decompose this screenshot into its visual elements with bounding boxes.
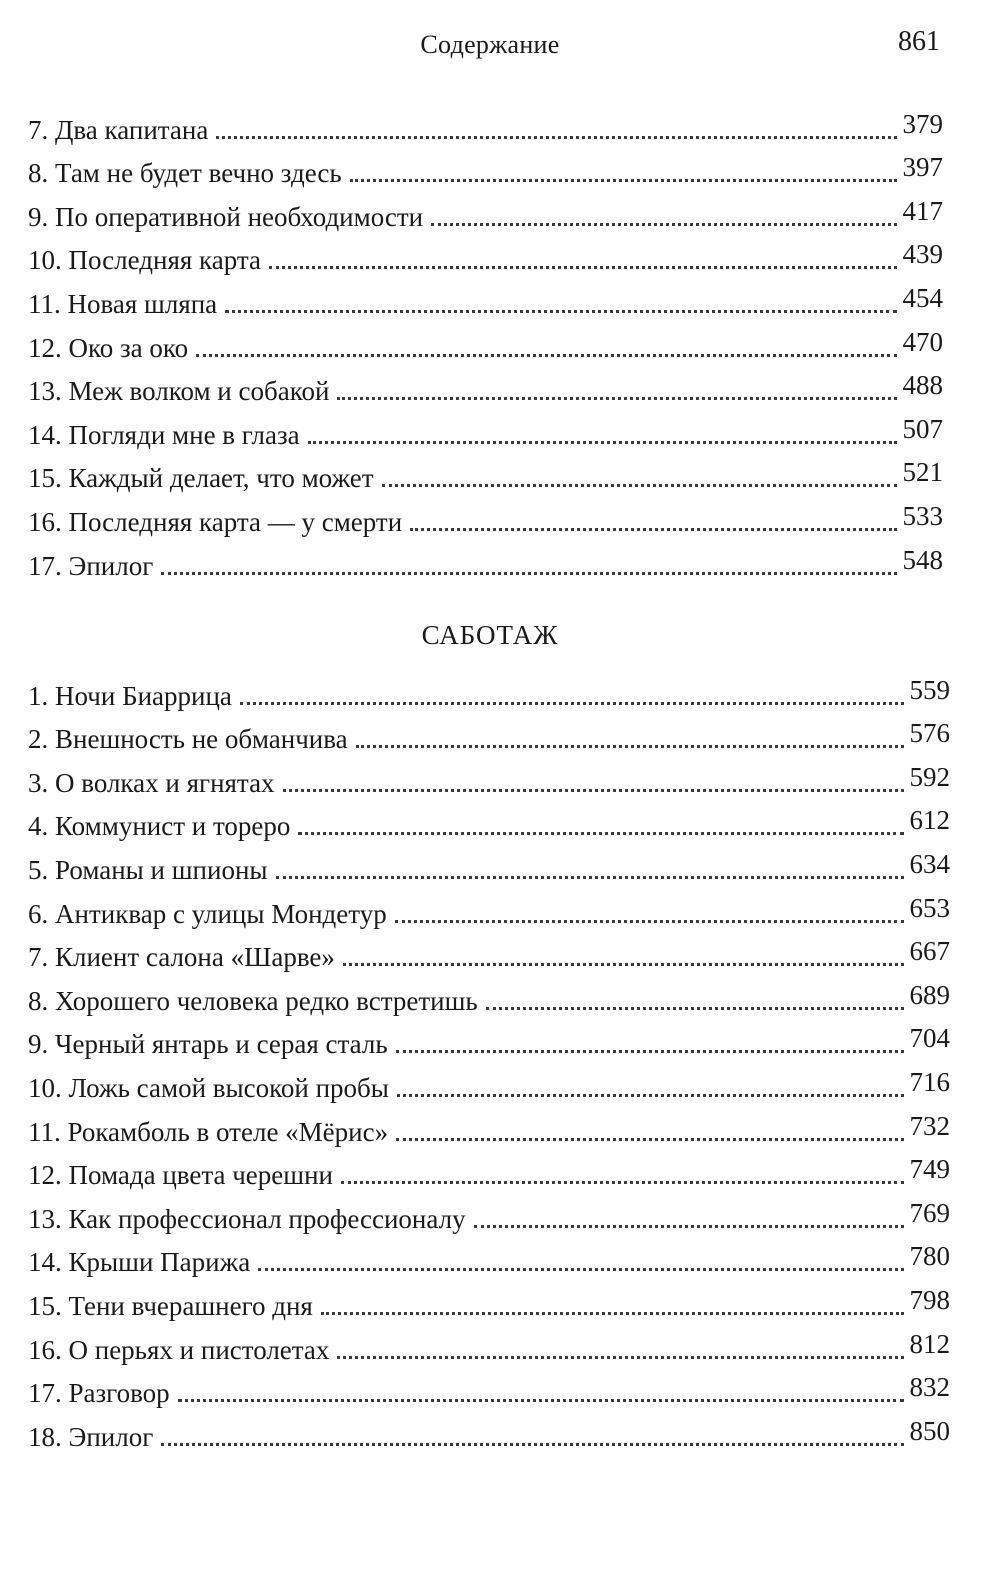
dot-leader xyxy=(196,354,896,357)
entry-page: 667 xyxy=(909,936,950,967)
entry-title: 6. Антиквар с улицы Мондетур xyxy=(28,898,387,929)
toc-entry[interactable] xyxy=(28,1320,950,1364)
running-head xyxy=(0,24,1000,68)
entry-title: 8. Хорошего человека редко встретишь xyxy=(28,985,478,1016)
toc-entry[interactable] xyxy=(28,405,943,449)
toc-entry[interactable] xyxy=(28,144,943,188)
entry-page: 470 xyxy=(902,326,943,357)
entry-title: 14. Погляди мне в глаза xyxy=(28,419,300,450)
entry-title: 7. Клиент салона «Шарве» xyxy=(28,942,335,973)
entry-page: 592 xyxy=(909,761,950,792)
dot-leader xyxy=(337,397,896,400)
dot-leader xyxy=(341,1181,904,1184)
dot-leader xyxy=(216,136,896,139)
toc-entry[interactable] xyxy=(28,928,950,972)
entry-page: 439 xyxy=(902,239,943,270)
dot-leader xyxy=(240,702,904,705)
entry-page: 507 xyxy=(902,413,943,444)
entry-title: 10. Ложь самой высокой пробы xyxy=(28,1072,389,1103)
toc-entry[interactable] xyxy=(28,1276,950,1320)
entry-title: 10. Последняя карта xyxy=(28,245,261,276)
toc-list-part1 xyxy=(28,100,943,580)
dot-leader xyxy=(337,1356,903,1359)
toc-entry[interactable] xyxy=(28,492,943,536)
dot-leader xyxy=(178,1399,904,1402)
entry-title: 16. Последняя карта — у смерти xyxy=(28,506,403,537)
entry-page: 653 xyxy=(909,892,950,923)
page-number: 861 xyxy=(898,26,940,57)
toc-entry[interactable] xyxy=(28,1364,950,1408)
entry-title: 13. Меж волком и собакой xyxy=(28,376,330,407)
entry-page: 769 xyxy=(909,1197,950,1228)
dot-leader xyxy=(308,441,897,444)
toc-entry[interactable] xyxy=(28,536,943,580)
toc-entry[interactable] xyxy=(28,1189,950,1233)
entry-page: 488 xyxy=(902,370,943,401)
toc-entry[interactable] xyxy=(28,449,943,493)
entry-page: 732 xyxy=(909,1110,950,1141)
entry-title: 1. Ночи Биаррица xyxy=(28,680,232,711)
entry-title: 15. Каждый делает, что может xyxy=(28,463,374,494)
toc-entry[interactable] xyxy=(28,753,950,797)
toc-entry[interactable] xyxy=(28,231,943,275)
entry-page: 634 xyxy=(909,848,950,879)
toc-entry[interactable] xyxy=(28,710,950,754)
entry-title: 8. Там не будет вечно здесь xyxy=(28,158,342,189)
dot-leader xyxy=(486,1007,904,1010)
entry-title: 15. Тени вчерашнего дня xyxy=(28,1290,313,1321)
entry-title: 5. Романы и шпионы xyxy=(28,854,268,885)
entry-page: 559 xyxy=(909,674,950,705)
entry-title: 11. Новая шляпа xyxy=(28,288,218,319)
dot-leader xyxy=(356,745,904,748)
entry-page: 612 xyxy=(909,805,950,836)
dot-leader xyxy=(321,1312,904,1315)
dot-leader xyxy=(382,484,897,487)
toc-entry[interactable] xyxy=(28,1146,950,1190)
dot-leader xyxy=(410,528,896,531)
toc-entry[interactable] xyxy=(28,274,943,318)
entry-title: 11. Рокамболь в отеле «Мёрис» xyxy=(28,1116,389,1147)
entry-title: 13. Как профессионал профессионалу xyxy=(28,1203,466,1234)
entry-title: 18. Эпилог xyxy=(28,1421,154,1452)
dot-leader xyxy=(431,223,896,226)
entry-title: 9. Черный янтарь и серая сталь xyxy=(28,1029,388,1060)
toc-entry[interactable] xyxy=(28,666,950,710)
entry-page: 812 xyxy=(909,1328,950,1359)
running-title: Содержание xyxy=(420,30,560,59)
entry-page: 832 xyxy=(909,1372,950,1403)
toc-entry[interactable] xyxy=(28,318,943,362)
toc-entry[interactable] xyxy=(28,971,950,1015)
entry-page: 417 xyxy=(902,195,943,226)
dot-leader xyxy=(225,310,896,313)
entry-title: 16. О перьях и пистолетах xyxy=(28,1334,330,1365)
entry-page: 780 xyxy=(909,1241,950,1272)
toc-entry[interactable] xyxy=(28,1015,950,1059)
dot-leader xyxy=(276,876,904,879)
dot-leader xyxy=(161,1443,903,1446)
toc-entry[interactable] xyxy=(28,1058,950,1102)
entry-title: 7. Два капитана xyxy=(28,114,209,145)
dot-leader xyxy=(161,572,896,575)
dot-leader xyxy=(350,179,897,182)
toc-entry[interactable] xyxy=(28,1407,950,1451)
entry-page: 548 xyxy=(902,544,943,575)
toc-entry[interactable] xyxy=(28,1233,950,1277)
toc-entry[interactable] xyxy=(28,187,943,231)
toc-entry[interactable] xyxy=(28,362,943,406)
entry-page: 521 xyxy=(902,457,943,488)
entry-page: 576 xyxy=(909,718,950,749)
entry-title: 12. Помада цвета черешни xyxy=(28,1160,333,1191)
dot-leader xyxy=(474,1225,904,1228)
toc-entry[interactable] xyxy=(28,840,950,884)
dot-leader xyxy=(343,963,904,966)
entry-title: 17. Эпилог xyxy=(28,550,154,581)
dot-leader xyxy=(396,1138,903,1141)
toc-entry[interactable] xyxy=(28,797,950,841)
dot-leader xyxy=(269,266,897,269)
entry-title: 4. Коммунист и тореро xyxy=(28,811,291,842)
entry-title: 9. По оперативной необходимости xyxy=(28,201,424,232)
entry-title: 17. Разговор xyxy=(28,1378,170,1409)
dot-leader xyxy=(397,1094,904,1097)
entry-page: 689 xyxy=(909,979,950,1010)
entry-page: 749 xyxy=(909,1154,950,1185)
entry-title: 14. Крыши Парижа xyxy=(28,1247,251,1278)
toc-entry[interactable] xyxy=(28,1102,950,1146)
section-heading-sabotage: САБОТАЖ xyxy=(421,620,559,650)
entry-page: 379 xyxy=(902,108,943,139)
toc-list-part2 xyxy=(28,666,950,1451)
entry-page: 397 xyxy=(902,152,943,183)
toc-entry[interactable] xyxy=(28,100,943,144)
entry-title: 12. Око за око xyxy=(28,332,189,363)
dot-leader xyxy=(298,832,903,835)
dot-leader xyxy=(396,1050,904,1053)
entry-page: 850 xyxy=(909,1415,950,1446)
entry-title: 2. Внешность не обманчива xyxy=(28,724,348,755)
dot-leader xyxy=(283,789,904,792)
dot-leader xyxy=(258,1268,903,1271)
entry-page: 454 xyxy=(902,282,943,313)
entry-page: 798 xyxy=(909,1284,950,1315)
entry-title: 3. О волках и ягнятах xyxy=(28,767,275,798)
dot-leader xyxy=(395,920,904,923)
entry-page: 704 xyxy=(909,1023,950,1054)
entry-page: 716 xyxy=(909,1066,950,1097)
toc-entry[interactable] xyxy=(28,884,950,928)
entry-page: 533 xyxy=(902,500,943,531)
